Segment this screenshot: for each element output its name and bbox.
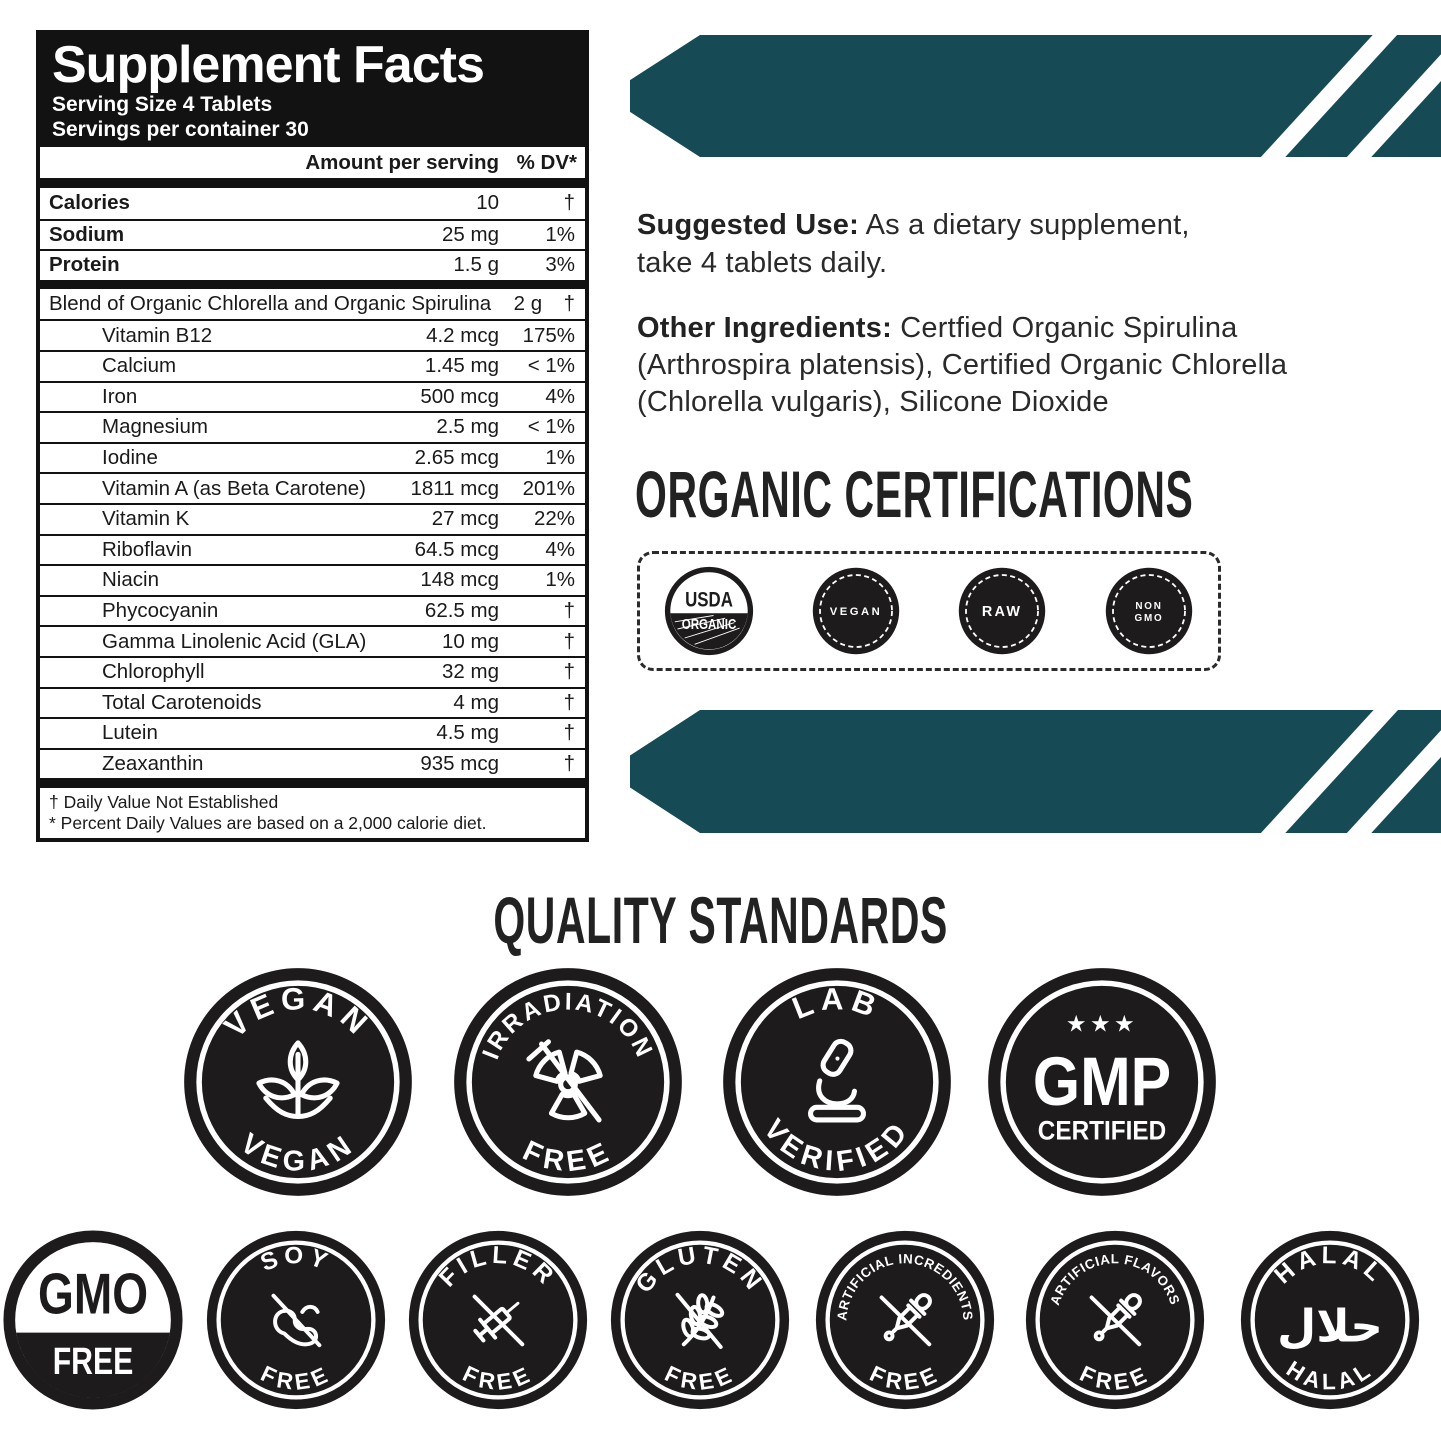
facts-row <box>40 381 585 412</box>
badge-lab-verified <box>722 967 952 1197</box>
facts-nutrient-name: Calories <box>49 191 130 215</box>
facts-nutrient-name: Vitamin K <box>102 507 190 531</box>
facts-nutrient-name: Gamma Linolenic Acid (GLA) <box>102 629 367 653</box>
facts-amount: 2 g <box>513 292 543 316</box>
other-ingredients-line2: (Arthrospira platensis), Certified Organic Chlorella <box>637 349 1288 381</box>
badge-artificial-incredients-free <box>815 1230 995 1410</box>
suggested-use-label: Suggested Use: <box>637 209 859 241</box>
facts-amount: 4.2 mcg <box>426 323 499 347</box>
facts-nutrient-name: Lutein <box>102 721 158 745</box>
teal-banner-top <box>630 35 1441 157</box>
other-ingredients <box>637 310 1287 421</box>
facts-daily-value: 175% <box>522 323 575 347</box>
facts-amount: 25 mg <box>442 222 499 246</box>
svg-text:VEGAN: VEGAN <box>829 606 882 619</box>
svg-text:FREE: FREE <box>458 1360 537 1396</box>
facts-daily-value: 1% <box>545 446 575 470</box>
svg-text:GMP: GMP <box>1032 1042 1172 1120</box>
facts-amount: 1.45 mg <box>424 354 499 378</box>
usda-organic-badge <box>664 566 754 656</box>
svg-text:ARTIFICIAL INCREDIENTS: ARTIFICIAL INCREDIENTS <box>834 1251 976 1322</box>
facts-daily-value: 3% <box>545 253 575 277</box>
facts-nutrient-name: Magnesium <box>102 415 208 439</box>
facts-row <box>40 687 585 718</box>
facts-nutrient-name: Vitamin A (as Beta Carotene) <box>102 476 366 500</box>
svg-text:FREE: FREE <box>256 1360 335 1396</box>
svg-text:IRRADIATION: IRRADIATION <box>477 988 659 1064</box>
badge-gluten-free <box>610 1230 790 1410</box>
facts-nutrient-name: Riboflavin <box>102 537 193 561</box>
facts-row <box>40 717 585 748</box>
facts-nutrient-name: Iron <box>102 384 138 408</box>
amount-col-header: Amount per serving <box>305 150 499 174</box>
banner-stripe <box>1325 675 1441 869</box>
facts-daily-value: † <box>563 660 575 684</box>
svg-text:GMO: GMO <box>37 1262 149 1327</box>
facts-nutrient-name: Phycocyanin <box>102 599 219 623</box>
facts-row <box>40 564 585 595</box>
facts-row <box>40 442 585 473</box>
facts-rows <box>40 188 585 778</box>
facts-amount: 935 mcg <box>420 751 499 775</box>
svg-text:GLUTEN: GLUTEN <box>630 1241 770 1299</box>
facts-daily-value: † <box>563 751 575 775</box>
svg-text:HALAL: HALAL <box>1269 1242 1391 1290</box>
facts-nutrient-name: Sodium <box>49 222 125 246</box>
badge-filler-free <box>408 1230 588 1410</box>
facts-row <box>40 411 585 442</box>
facts-row <box>40 656 585 687</box>
svg-text:VEGAN: VEGAN <box>234 1127 362 1178</box>
svg-text:VEGAN: VEGAN <box>217 981 379 1045</box>
facts-amount: 27 mcg <box>431 507 499 531</box>
facts-amount: 148 mcg <box>420 568 499 592</box>
footnote-percent-dv: * Percent Daily Values are based on a 2,000 calorie diet. <box>49 813 487 834</box>
svg-text:ORGANIC: ORGANIC <box>681 615 737 633</box>
organic-certifications-box <box>637 551 1221 671</box>
facts-daily-value: < 1% <box>527 415 575 439</box>
facts-amount: 1811 mcg <box>410 476 499 500</box>
facts-amount: 2.5 mg <box>436 415 499 439</box>
svg-text:ARTIFICIAL FLAVORS: ARTIFICIAL FLAVORS <box>1047 1251 1183 1308</box>
facts-nutrient-name: Zeaxanthin <box>102 751 204 775</box>
badge-gmp-certified <box>987 967 1217 1197</box>
facts-amount: 2.65 mcg <box>414 446 499 470</box>
svg-text:RAW: RAW <box>982 603 1023 620</box>
facts-row <box>40 249 585 280</box>
badge-soy-free <box>206 1230 386 1410</box>
facts-daily-value: † <box>563 191 575 215</box>
svg-text:FREE: FREE <box>865 1360 944 1396</box>
facts-title: Supplement Facts <box>52 36 484 94</box>
supplement-facts-panel <box>36 30 589 842</box>
facts-row <box>40 503 585 534</box>
facts-nutrient-name: Niacin <box>102 568 159 592</box>
raw-badge <box>957 566 1047 656</box>
other-ingredients-line3: (Chlorella vulgaris), Silicone Dioxide <box>637 386 1109 418</box>
facts-amount: 64.5 mcg <box>414 537 499 561</box>
facts-daily-value: † <box>563 690 575 714</box>
facts-nutrient-name: Iodine <box>102 446 158 470</box>
footnote-daily-value: † Daily Value Not Established <box>49 792 279 813</box>
facts-row <box>40 625 585 656</box>
facts-amount: 10 <box>476 191 499 215</box>
organic-certifications-heading: ORGANIC CERTIFICATIONS <box>635 457 1194 531</box>
svg-text:HALAL: HALAL <box>1282 1356 1378 1395</box>
svg-text:LAB: LAB <box>787 981 887 1026</box>
svg-text:GMO: GMO <box>1134 612 1164 624</box>
badge-halal <box>1240 1230 1420 1410</box>
facts-amount: 4.5 mg <box>436 721 499 745</box>
svg-text:FREE: FREE <box>660 1360 739 1396</box>
banner-stripe <box>1239 675 1418 869</box>
facts-row <box>40 188 585 219</box>
facts-nutrient-name: Chlorophyll <box>102 660 205 684</box>
facts-column-headers <box>40 147 585 178</box>
svg-text:FILLER: FILLER <box>434 1241 562 1293</box>
vegan-badge <box>811 566 901 656</box>
svg-text:VERIFIED: VERIFIED <box>757 1113 917 1179</box>
facts-amount: 1.5 g <box>453 253 499 277</box>
suggested-use-line1: As a dietary supplement, <box>865 209 1190 241</box>
facts-daily-value: † <box>563 629 575 653</box>
badge-irradiation-free <box>453 967 683 1197</box>
suggested-use <box>637 206 1190 282</box>
facts-daily-value: 201% <box>522 476 575 500</box>
banner-stripe <box>1326 0 1441 192</box>
facts-amount: 32 mg <box>442 660 499 684</box>
serving-size: Serving Size 4 Tablets <box>52 93 273 117</box>
facts-row <box>40 595 585 626</box>
facts-daily-value: 1% <box>545 222 575 246</box>
svg-text:USDA: USDA <box>685 587 733 613</box>
facts-row <box>40 289 585 320</box>
supplement-facts-header <box>40 34 585 147</box>
other-ingredients-line1: Certfied Organic Spirulina <box>900 312 1238 344</box>
svg-text:SOY: SOY <box>256 1242 336 1277</box>
facts-daily-value: 22% <box>533 507 575 531</box>
facts-amount: 500 mcg <box>420 384 499 408</box>
facts-nutrient-name: Total Carotenoids <box>102 690 262 714</box>
section-divider <box>40 178 585 188</box>
facts-row <box>40 219 585 250</box>
svg-text:FREE: FREE <box>517 1134 619 1179</box>
non-gmo-badge <box>1104 566 1194 656</box>
facts-daily-value: † <box>563 721 575 745</box>
suggested-use-line2: take 4 tablets daily. <box>637 247 888 279</box>
svg-text:NON: NON <box>1135 600 1163 612</box>
teal-banner-bottom <box>630 710 1441 833</box>
facts-nutrient-name: Protein <box>49 253 120 277</box>
facts-nutrient-name: Calcium <box>102 354 177 378</box>
facts-row <box>40 748 585 779</box>
badge-vegan <box>183 967 413 1197</box>
facts-nutrient-name: Vitamin B12 <box>102 323 213 347</box>
facts-row <box>40 472 585 503</box>
facts-daily-value: 4% <box>545 537 575 561</box>
facts-daily-value: 4% <box>545 384 575 408</box>
badge-artificial-flavors-free <box>1025 1230 1205 1410</box>
facts-daily-value: < 1% <box>527 354 575 378</box>
facts-amount: 4 mg <box>453 690 499 714</box>
servings-per-container: Servings per container 30 <box>52 118 309 142</box>
section-divider <box>40 280 585 289</box>
badge-gmo-free <box>3 1230 183 1410</box>
svg-text:CERTIFIED: CERTIFIED <box>1037 1116 1167 1146</box>
banner-stripe <box>1240 0 1418 192</box>
stars-icon: ★★★ <box>1065 1011 1139 1038</box>
facts-amount: 10 mg <box>442 629 499 653</box>
facts-daily-value: † <box>563 599 575 623</box>
dv-col-header: % DV* <box>516 150 577 174</box>
svg-text:FREE: FREE <box>52 1340 134 1383</box>
facts-footnotes <box>40 778 585 838</box>
facts-daily-value: 1% <box>545 568 575 592</box>
facts-row <box>40 319 585 350</box>
facts-amount: 62.5 mg <box>424 599 499 623</box>
facts-row <box>40 350 585 381</box>
facts-nutrient-name: Blend of Organic Chlorella and Organic Spirulina <box>49 292 492 316</box>
svg-text:FREE: FREE <box>1075 1360 1154 1396</box>
facts-daily-value: † <box>563 292 575 316</box>
quality-standards-heading: QUALITY STANDARDS <box>493 883 948 957</box>
other-ingredients-label: Other Ingredients: <box>637 312 892 344</box>
halal-arabic-text: حلال <box>1277 1299 1383 1353</box>
facts-row <box>40 534 585 565</box>
